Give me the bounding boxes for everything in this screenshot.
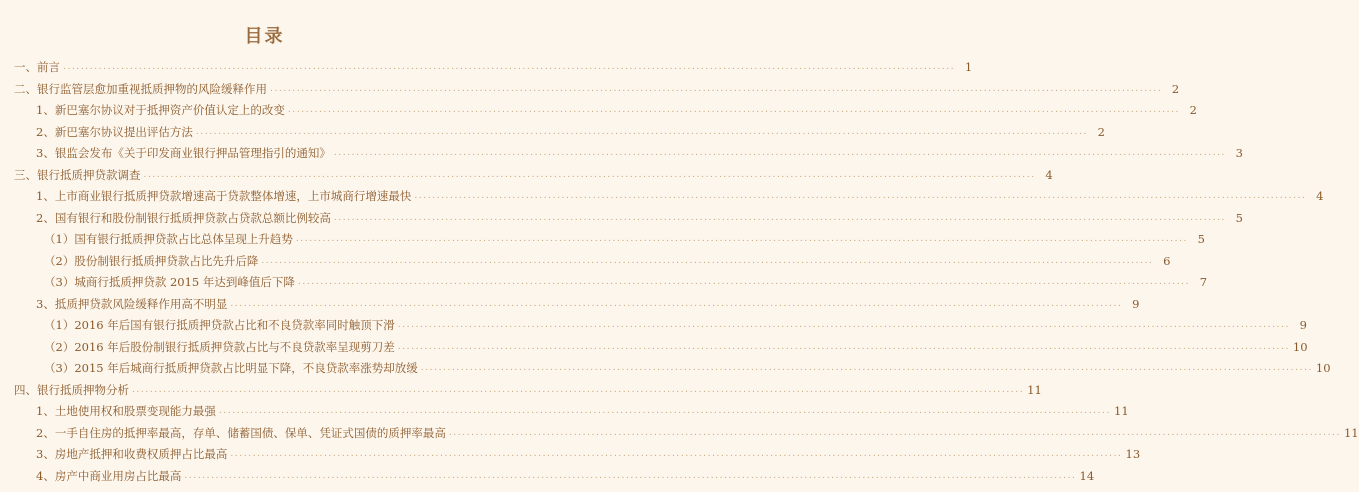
toc-entry-page: 5	[1235, 210, 1243, 225]
toc-entry-page: 13	[1125, 447, 1141, 461]
toc-entry[interactable]	[0, 56, 973, 78]
dot-leader	[421, 357, 1313, 379]
toc-entry-label: 4、房产中商业用房占比最高	[36, 468, 182, 483]
toc-entry[interactable]	[0, 336, 1308, 358]
dot-leader	[230, 443, 1122, 465]
toc-entry-label: 3、抵质押贷款风险缓释作用高不明显	[36, 296, 228, 311]
dot-leader	[184, 465, 1076, 487]
toc-entry-page: 14	[1079, 468, 1095, 483]
toc-entry-page: 4	[1045, 167, 1053, 182]
toc-entry[interactable]	[0, 293, 1140, 315]
toc-entry[interactable]	[0, 379, 1042, 401]
toc-entry-label: 3、银监会发布《关于印发商业银行押品管理指引的通知》	[36, 146, 331, 160]
toc-entry-label: （3）城商行抵质押贷款 2015 年达到峰值后下降	[44, 275, 295, 289]
dot-leader	[398, 314, 1290, 336]
toc-entry-label: 2、国有银行和股份制银行抵质押贷款占贷款总额比例较高	[36, 210, 331, 225]
toc-entry[interactable]	[0, 271, 1208, 293]
dot-leader	[270, 78, 1162, 100]
toc-entry[interactable]	[0, 99, 1197, 121]
dot-leader	[219, 400, 1111, 422]
toc-entry-page: 3	[1235, 146, 1243, 160]
dot-leader	[288, 99, 1180, 121]
toc-entry-label: 四、银行抵质押物分析	[14, 382, 129, 397]
dot-leader	[334, 142, 1226, 164]
toc-entry[interactable]	[0, 164, 1053, 186]
dot-leader	[398, 336, 1290, 358]
toc-entry[interactable]	[0, 121, 1105, 143]
toc-entry-page: 9	[1299, 318, 1307, 332]
toc-entry-page: 11	[1343, 425, 1359, 440]
toc-entry[interactable]	[0, 400, 1129, 422]
dot-leader	[449, 422, 1341, 444]
dot-leader	[132, 379, 1024, 401]
toc-entry-label: 3、房地产抵押和收费权质押占比最高	[36, 447, 228, 461]
toc-entry-page: 10	[1315, 361, 1331, 375]
dot-leader	[261, 250, 1153, 272]
toc-entry[interactable]	[0, 78, 1180, 100]
toc-entry-page: 5	[1197, 232, 1205, 246]
dot-leader	[296, 228, 1188, 250]
toc-entry-label: （2）2016 年后股份制银行抵质押贷款占比与不良贷款率呈现剪刀差	[44, 339, 395, 354]
toc-entry-label: 2、新巴塞尔协议提出评估方法	[36, 124, 193, 139]
toc-entry-label: 1、土地使用权和股票变现能力最强	[36, 404, 216, 418]
toc-entry-label: 1、上市商业银行抵质押贷款增速高于贷款整体增速，上市城商行增速最快	[36, 189, 412, 203]
toc-entry[interactable]	[0, 250, 1171, 272]
toc-entry-label: （3）2015 年后城商行抵质押贷款占比明显下降，不良贷款率涨势却放缓	[44, 361, 418, 375]
toc-entry[interactable]	[0, 142, 1243, 164]
toc-entry-page: 2	[1189, 103, 1197, 117]
dot-leader	[334, 207, 1226, 229]
dot-leader	[230, 293, 1122, 315]
toc-entry-page: 11	[1027, 382, 1042, 397]
toc-entry[interactable]	[0, 228, 1205, 250]
toc-entry-label: （1）2016 年后国有银行抵质押贷款占比和不良贷款率同时触顶下滑	[44, 318, 395, 332]
toc-entry[interactable]	[0, 185, 1324, 207]
dot-leader	[298, 271, 1190, 293]
toc-entry[interactable]	[0, 357, 1331, 379]
toc-entry-page: 2	[1097, 124, 1105, 139]
toc-entry-page: 10	[1292, 339, 1308, 354]
toc-entry-page: 9	[1132, 296, 1140, 311]
toc-entry-page: 6	[1163, 253, 1171, 268]
toc-entry[interactable]	[0, 443, 1141, 465]
dot-leader	[63, 56, 955, 78]
dot-leader	[414, 185, 1306, 207]
dot-leader	[144, 164, 1036, 186]
toc-entry-page: 11	[1114, 404, 1129, 418]
toc-entry[interactable]	[0, 422, 1359, 444]
toc-entry-page: 2	[1171, 81, 1180, 96]
toc-entry-label: （2）股份制银行抵质押贷款占比先升后降	[44, 253, 259, 268]
toc-entry-label: 1、新巴塞尔协议对于抵押资产价值认定上的改变	[36, 103, 285, 117]
toc-entry-label: 二、银行监管层愈加重视抵质押物的风险缓释作用	[14, 81, 267, 96]
dot-leader	[196, 121, 1088, 143]
toc-entry-page: 7	[1199, 275, 1208, 289]
toc-entry-page: 4	[1316, 189, 1324, 203]
toc-entry[interactable]	[0, 207, 1243, 229]
toc-entry[interactable]	[0, 314, 1307, 336]
toc-entry-label: 一、前言	[14, 60, 60, 74]
toc-entry-label: 2、一手自住房的抵押率最高，存单、储蓄国债、保单、凭证式国债的质押率最高	[36, 425, 446, 440]
toc-entry[interactable]	[0, 465, 1095, 487]
toc-title: 目录	[244, 26, 285, 47]
toc-entry-label: （1）国有银行抵质押贷款占比总体呈现上升趋势	[44, 232, 293, 246]
toc-entry-label: 三、银行抵质押贷款调查	[14, 167, 141, 182]
toc-entry-page: 1	[964, 60, 973, 74]
